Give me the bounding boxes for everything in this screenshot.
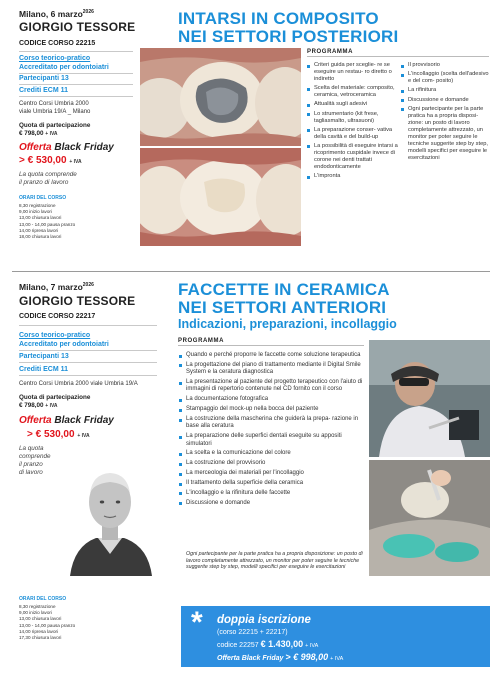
course-date: Milano, 6 marzo$^{2026}$	[19, 9, 94, 19]
program-heading: PROGRAMMA	[178, 338, 225, 344]
teacher-portrait	[62, 458, 158, 576]
photo-amalgam-filling	[140, 48, 301, 146]
list-item: La costruzione del provvisorio	[178, 460, 368, 467]
photo-composite-inlay	[140, 148, 301, 246]
divider	[19, 362, 157, 363]
course-code: CODICE CORSO 22217	[19, 313, 96, 320]
list-item: L'incollaggio (scelta dell'adesivo e del com- posito)	[400, 71, 492, 85]
course-type-link[interactable]: Corso teorico-pratico	[19, 55, 91, 62]
offer-black-friday: Offerta Black Friday	[19, 142, 114, 153]
photo-dental-models	[369, 460, 490, 576]
list-item: Quando e perché proporre le faccette come soluzione terapeutica	[178, 352, 368, 359]
course-title: INTARSI IN COMPOSITO NEI SETTORI POSTERIORI	[178, 9, 399, 46]
program-list	[178, 352, 368, 510]
double-code: codice 22257 € 1.430,00 + IVA	[217, 639, 319, 649]
portrait-illustration	[62, 458, 158, 576]
list-item: L'impronta	[306, 173, 398, 180]
list-item: La preparazione conser- vativa della cavità e del build-up	[306, 127, 398, 141]
lunch-included: La quota comprende il pranzo di lavoro	[19, 445, 51, 476]
accreditation: Accreditato per odontoiatri	[19, 64, 109, 71]
list-item: La costruzione della mascherina che guiderà la prepa- razione in base alla ceratura	[178, 416, 368, 431]
section-divider	[12, 271, 490, 272]
list-item: La scelta e la comunicazione del colore	[178, 450, 368, 457]
teacher-name: GIORGIO TESSORE	[19, 20, 136, 34]
venue: Centro Corsi Umbria 2000 viale Umbria 19/A _ Milano	[19, 101, 91, 115]
list-item: Stampaggio del mock-up nella bocca del paziente	[178, 406, 368, 413]
list-item: Scelta del materiale: composito, ceramica, vetroceramica	[306, 85, 398, 99]
venue: Centro Corsi Umbria 2000 viale Umbria 19/A	[19, 381, 138, 387]
course-type-link[interactable]: Corso teorico-pratico	[19, 332, 91, 339]
models-photo-illustration	[369, 460, 490, 576]
quota: Quota di partecipazione € 798,00 + IVA	[19, 394, 91, 409]
practical-note: Ogni partecipante per la parte pratica ha a propria disposizione: un posto di lavoro completamente attrezzato, un monitor per poter seguire le tecniche suggerite step by step, modelli specifici per eseguire le esercitazioni	[186, 551, 363, 571]
offer-price: > € 530,00 + IVA	[19, 155, 82, 166]
tooth-photo-illustration	[140, 48, 301, 146]
list-item: Ogni partecipante per la parte pratica ha a propria disposi- zione: un posto di lavoro completamente attrezzato, un monitor per poter seguire le tecniche suggerite step by step, modelli specifici per eseguire le esercitazioni	[400, 106, 492, 162]
divider	[19, 73, 133, 74]
list-item: Criteri guida per sceglie- re se eseguire un restau- ro diretto o indiretto	[306, 62, 398, 83]
course-hours: ORARI DEL CORSO 8,30 registrazione 9,00 inizio lavori 13,00 chiusura lavori 13,00 - 14,00 pausa pranzo 14,00 ripresa lavori 17,30 chiusura lavori	[19, 596, 76, 641]
quota: Quota di partecipazione € 798,00 + IVA	[19, 122, 91, 137]
list-item: La preparazione delle superfici dentali eseguite su appositi simulatori	[178, 433, 368, 448]
course-date: Milano, 7 marzo$^{2026}$	[19, 282, 94, 292]
list-item: Discussione e domande	[400, 97, 492, 104]
list-item: La progettazione del piano di trattamento mediante il Digital Smile System e la ceratura diagnostica	[178, 362, 368, 377]
list-item: Discussione e domande	[178, 500, 368, 507]
list-item: La possibilità di eseguire intarsi a ricoprimento cuspidale invece di corone nei denti trattati endodonticamente	[306, 143, 398, 171]
divider	[19, 96, 133, 97]
participants: Partecipanti 13	[19, 353, 69, 360]
list-item: Il provvisorio	[400, 62, 492, 69]
accreditation: Accreditato per odontoiatri	[19, 341, 109, 348]
divider	[178, 345, 364, 346]
divider	[19, 51, 133, 52]
divider	[19, 84, 133, 85]
double-courses: (corso 22215 + 22217)	[217, 629, 288, 636]
course-subtitle: Indicazioni, preparazioni, incollaggio	[178, 317, 397, 331]
course-hours: ORARI DEL CORSO 8,30 registrazione 9,00 inizio lavori 13,00 chiusura lavori 13,00 - 14,00 pausa pranzo 14,00 ripresa lavori 18,00 chiusura lavori	[19, 195, 76, 240]
teacher-name: GIORGIO TESSORE	[19, 294, 136, 308]
lunch-included: La quota comprende il pranzo di lavoro	[19, 171, 77, 186]
divider	[19, 350, 157, 351]
list-item: La merceologia dei materiali per l'incollaggio	[178, 470, 368, 477]
participants: Partecipanti 13	[19, 75, 69, 82]
credits: Crediti ECM 11	[19, 366, 69, 373]
list-item: L'incollaggio e la rifinitura delle faccette	[178, 490, 368, 497]
double-black-friday: Offerta Black Friday > € 998,00 + IVA	[217, 652, 344, 662]
offer-price: > € 530,00 + IVA	[27, 429, 90, 440]
program-list-1	[306, 62, 398, 182]
list-item: La rifinitura	[400, 87, 492, 94]
course-title: FACCETTE IN CERAMICA NEI SETTORI ANTERIORI	[178, 280, 390, 317]
program-list-2	[400, 62, 492, 164]
photo-dentist-working	[369, 340, 490, 457]
list-item: Il trattamento della superficie della ceramica	[178, 480, 368, 487]
list-item: Lo strumentario (kit frese, tagliasmalto, ultrasuoni)	[306, 111, 398, 125]
list-item: La presentazione al paziente del progetto terapeutico con l'aiuto di immagini di repertorio contenute nel CD fornito con il corso	[178, 379, 368, 394]
program-heading: PROGRAMMA	[307, 49, 354, 55]
asterisk-icon: *	[191, 606, 203, 639]
divider	[307, 56, 489, 57]
offer-black-friday: Offerta Black Friday	[19, 415, 114, 426]
course-code: CODICE CORSO 22215	[19, 40, 96, 47]
list-item: Attualità sugli adesivi	[306, 101, 398, 108]
dentist-photo-illustration	[369, 340, 490, 457]
double-registration-box	[181, 606, 490, 667]
divider	[19, 375, 157, 376]
list-item: La documentazione fotografica	[178, 396, 368, 403]
credits: Crediti ECM 11	[19, 87, 69, 94]
tooth-photo-illustration	[140, 148, 301, 246]
divider	[19, 325, 157, 326]
double-title: doppia iscrizione	[217, 614, 311, 626]
